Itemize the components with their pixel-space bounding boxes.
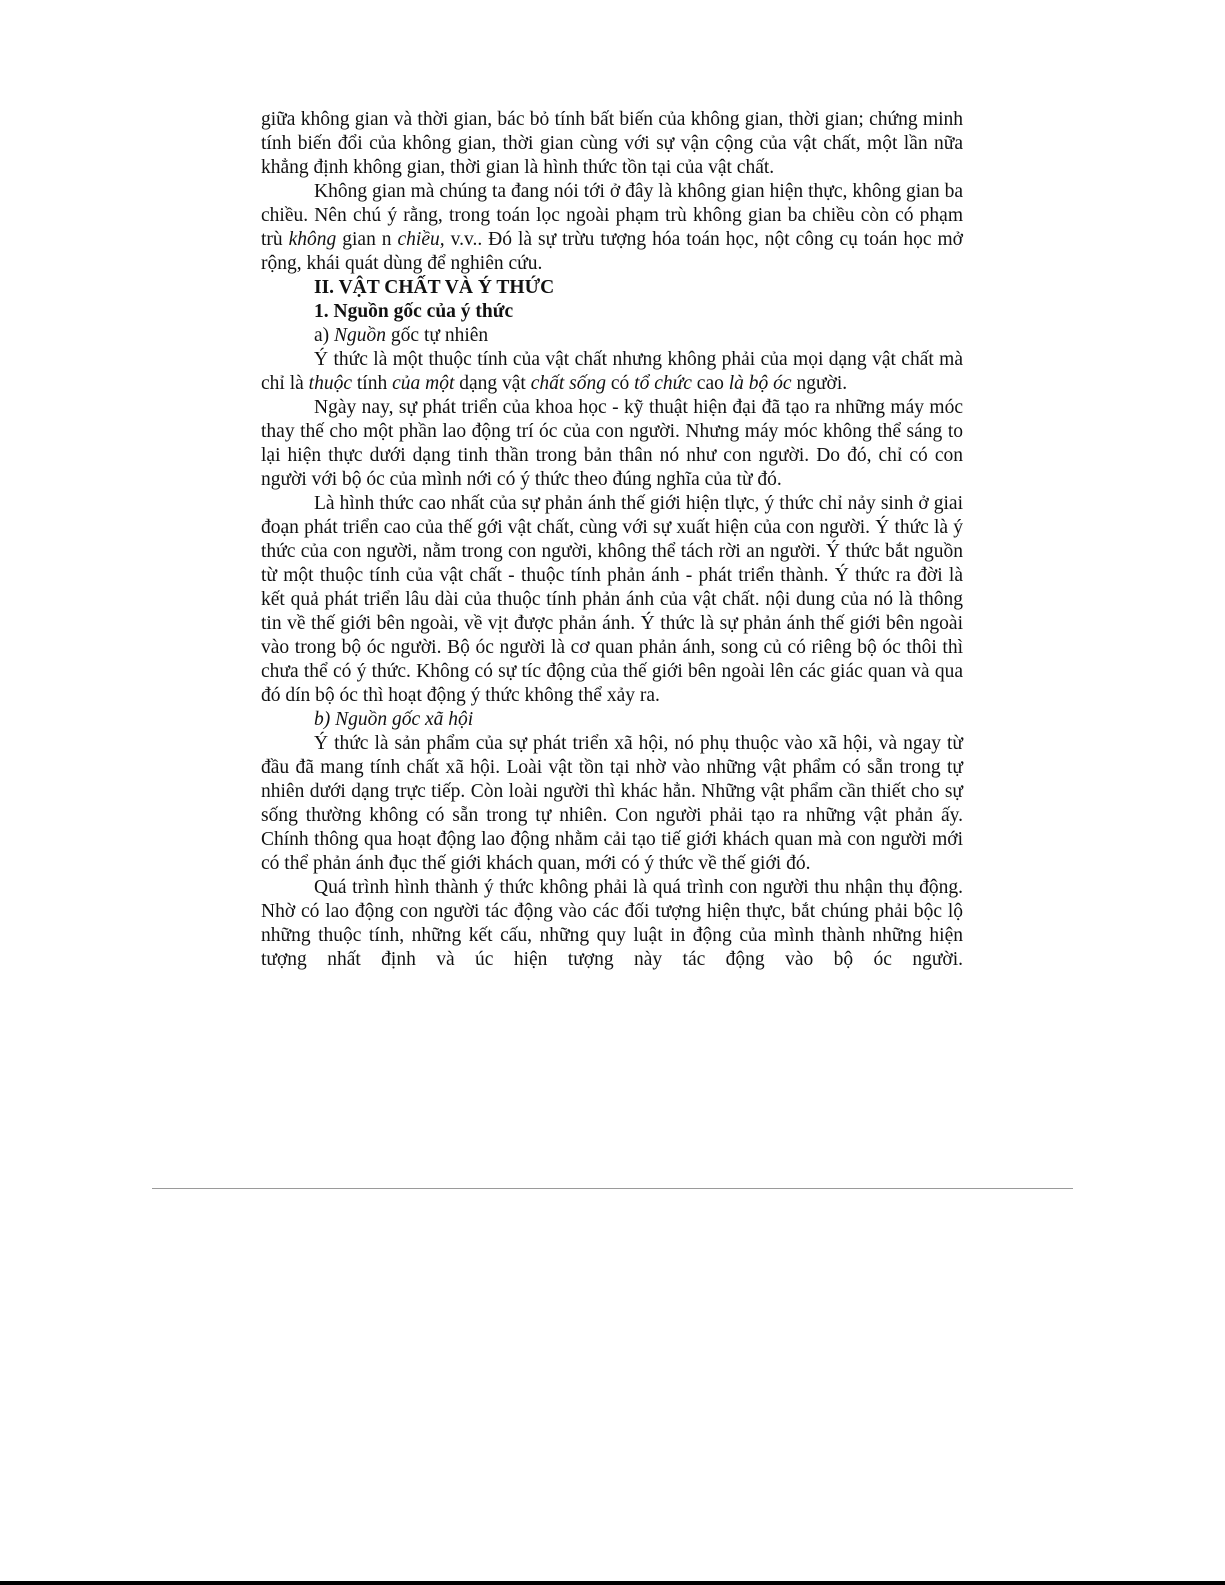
bottom-edge-bar <box>0 1581 1225 1585</box>
paragraph-consciousness-property <box>261 348 963 396</box>
text-run: v.v.. Đó là sự trừu tượng hóa toán học, nột công cụ toán học mở rộng, khái quát dùng để nghiên cứu. <box>261 229 963 274</box>
italic-run: không <box>288 229 337 250</box>
italic-run: của một <box>392 373 455 394</box>
italic-run: chất sống <box>530 373 607 394</box>
paragraph-continuation: giữa không gian và thời gian, bác bỏ tính bất biến của không gian, thời gian; chứng minh tính biến đổi của không gian, thời gian cùng với sự vận cộng của vật chất, một lần nữa khẳng định không gian, thời gian là hình thức tồn tại của vật chất. <box>261 109 963 178</box>
text-run: người. <box>791 373 848 394</box>
paragraph-highest-form: Là hình thức cao nhất của sự phản ánh thế giới hiện tlực, ý thức chỉ nảy sinh ở giai đoạn phát triển cao của thế gới vật chất, cùng với sự xuất hiện của con người. Ý thức là ý thức của con người, nằm trong con người, không thể tách rời an người. Ý thức bắt nguồn từ một thuộc tính của vật chất - thuộc tính phản ánh - phát triển thành. Ý thức ra đời là kết quả phát triển lâu dài của thuộc tính phản ánh của vật chất. nội dung của nó là thông tin về thế giới bên ngoài, về vịt được phản ánh. Ý thức là sự phản ánh thế giới bên ngoài vào trong bộ óc người. Bộ óc người là cơ quan phản ánh, song củ có riêng bộ óc thôi thì chưa thể có ý thức. Không có sự tíc động của thế giới bên ngoài lên các giác quan và qua đó dín bộ óc thì hoạt động ý thức không thể xảy ra. <box>261 493 963 706</box>
paragraph-social-product: Ý thức là sản phẩm của sự phát triển xã hội, nó phụ thuộc vào xã hội, và ngay từ đầu đã mang tính chất xã hội. Loài vật tồn tại nhờ vào những vật phẩm có sẵn trong tự nhiên dưới dạng trực tiếp. Còn loài người thì khác hẳn. Những vật phẩm cần thiết cho sự sống thường không có sẵn trong tự nhiên. Con người phải tạo ra những vật phản ấy. Chính thông qua hoạt động lao động nhằm cải tạo tiế giới khách quan mà con người mới có thể phản ánh đục thế giới khách quan, mới có ý thức về thế giới đó. <box>261 733 963 874</box>
text-run: gian n <box>336 229 398 250</box>
text-run: dạng vật <box>454 373 531 394</box>
subheading-natural-origin <box>261 324 963 348</box>
italic-run: b) Nguồn gốc xã hội <box>314 709 474 730</box>
text-run: cao <box>691 373 729 394</box>
subsection-heading: 1. Nguồn gốc của ý thức <box>314 301 514 322</box>
paragraph-formation-process: Quá trình hình thành ý thức không phải là quá trình con người thu nhận thụ động. Nhờ có lao động con người tác động vào các đối tượng hiện thực, bắt chúng phải bộc lộ những thuộc tính, những kết cấu, những quy luật in động của mình thành những hiện tượng nhất định và úc hiện tượng này tác động vào bộ óc người. <box>261 877 963 970</box>
text-run: Ý thức là một thuộc tính của vật chất nhưng không phải của mọi dạng vật chất mà chỉ là <box>261 349 963 394</box>
italic-run: chiều, <box>397 229 445 250</box>
text-run: a) <box>314 325 335 346</box>
text-run: Không gian mà chúng ta đang nói tới ở đây là không gian hiện thực, không gian ba chiều. Nên chú ý rằng, trong toán lọc ngoài phạm trù không gian ba chiều còn có phạm trù <box>261 181 963 250</box>
section-heading: II. VẬT CHẤT VÀ Ý THỨC <box>314 277 555 298</box>
subheading-social-origin <box>261 708 963 732</box>
italic-run: thuộc <box>308 373 352 394</box>
italic-run: Nguồn <box>334 325 387 346</box>
page-divider <box>152 1188 1073 1189</box>
text-run: tính <box>351 373 393 394</box>
body-text <box>261 108 963 972</box>
italic-run: tổ chức <box>634 373 692 394</box>
paragraph-machines: Ngày nay, sự phát triển của khoa học - kỹ thuật hiện đại đã tạo ra những máy móc thay thế cho một phần lao động trí óc của con người. Nhưng máy móc không thể sáng to lại hiện thực dưới dạng tinh thần trong bản thân nó như con người. Do đó, chỉ có con người với bộ óc của mình nới có ý thức theo đúng nghĩa của từ đó. <box>261 397 963 490</box>
italic-run: là bộ óc <box>728 373 792 394</box>
text-run: gốc tự nhiên <box>386 325 489 346</box>
text-run: có <box>606 373 635 394</box>
paragraph-space-time <box>261 180 963 276</box>
